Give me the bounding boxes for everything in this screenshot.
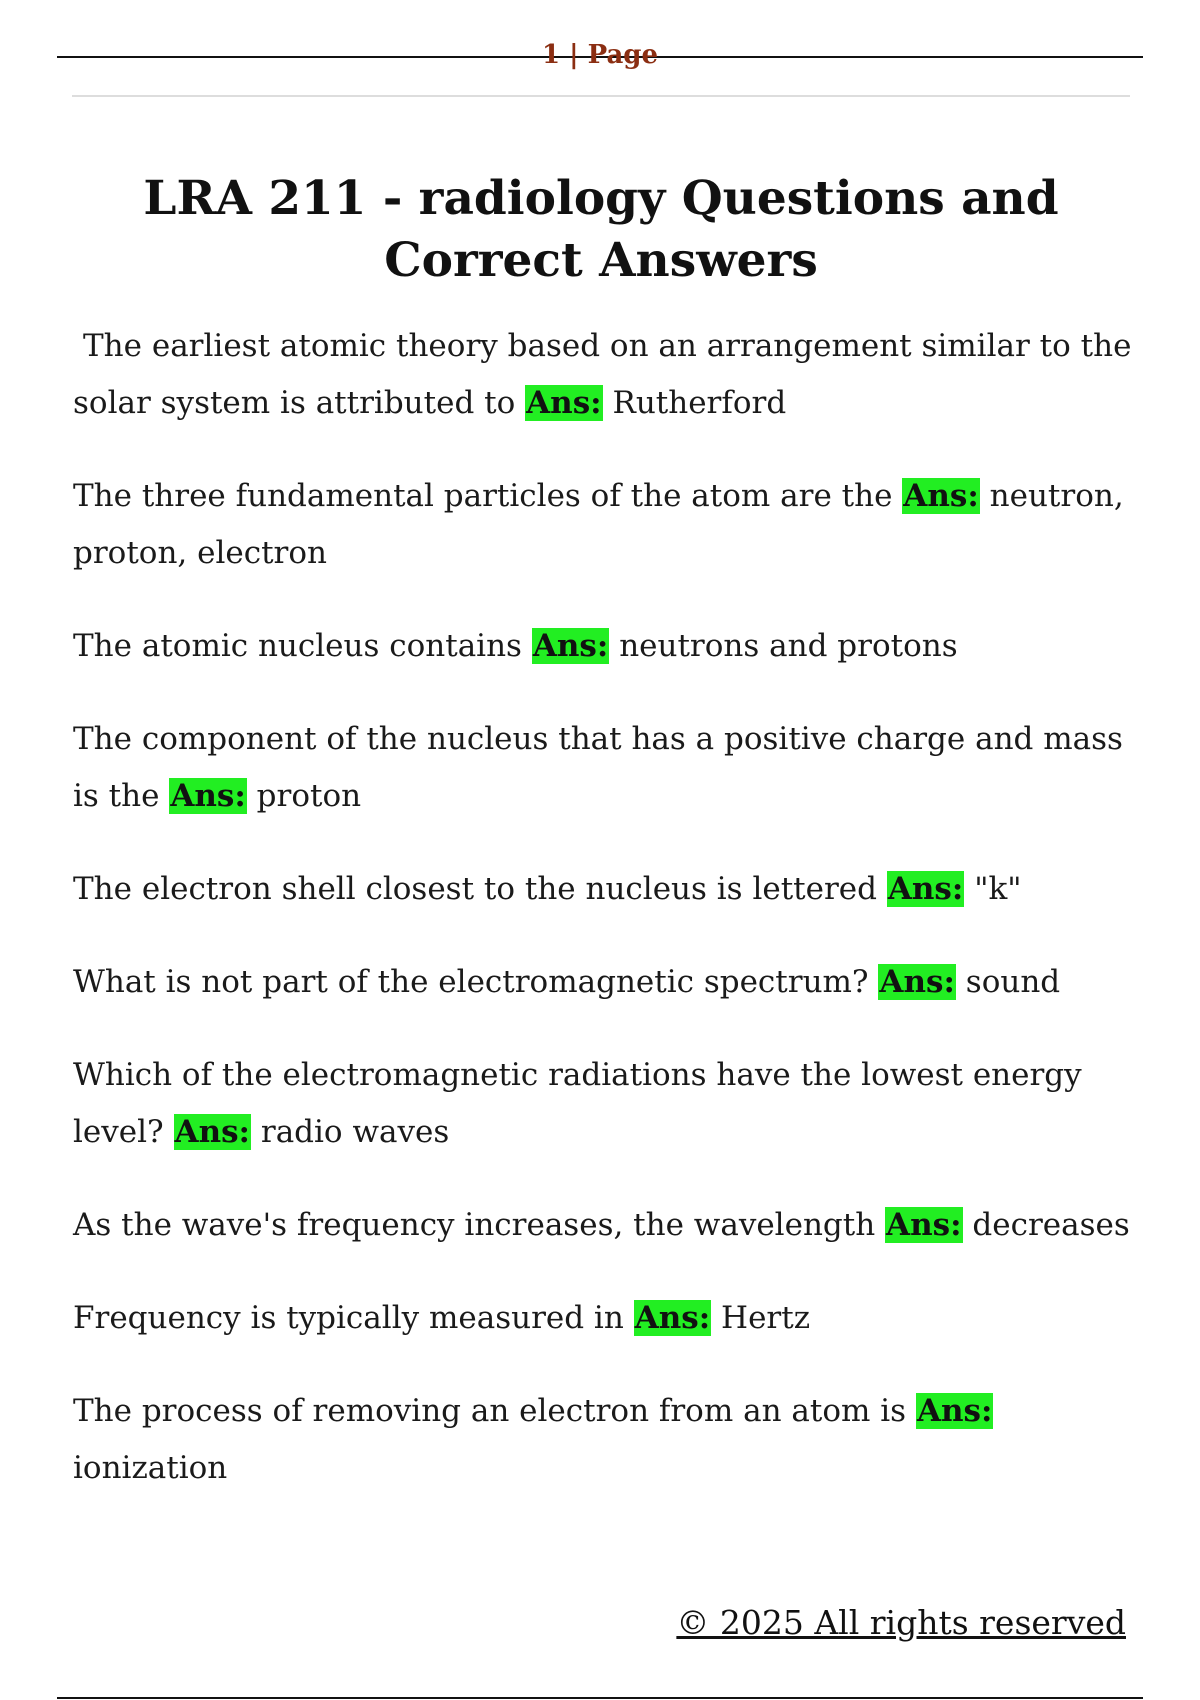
answer-marker: Ans:: [903, 478, 979, 514]
qa-list: [73, 318, 1133, 1533]
answer-marker: Ans:: [634, 1300, 711, 1336]
qa-item: [73, 468, 1133, 582]
qa-item: [73, 861, 1133, 918]
answer-marker: Ans:: [174, 1114, 251, 1150]
answer-marker: Ans:: [879, 964, 955, 1000]
answer-text: radio waves: [260, 1114, 450, 1150]
qa-item: [73, 318, 1133, 432]
answer-text: Hertz: [721, 1300, 811, 1336]
header-divider: [72, 95, 1130, 97]
question-text: Which of the electromagnetic radiations have the lowest energy level?: [73, 1057, 1082, 1150]
question-text: The earliest atomic theory based on an arrangement similar to the solar system is attributed to: [73, 328, 1132, 421]
qa-item: [73, 711, 1133, 825]
copyright-notice: © 2025 All rights reserved: [676, 1603, 1126, 1642]
question-text: The component of the nucleus that has a positive charge and mass is the: [73, 721, 1123, 814]
answer-marker: Ans:: [526, 385, 602, 421]
question-text: The electron shell closest to the nucleus is lettered: [73, 871, 877, 907]
question-text: Frequency is typically measured in: [73, 1300, 624, 1336]
answer-text: neutrons and protons: [619, 628, 958, 664]
answer-text: proton: [256, 778, 362, 814]
qa-item: [73, 1047, 1133, 1161]
answer-text: "k": [974, 871, 1022, 907]
answer-marker: Ans:: [532, 628, 609, 664]
qa-item: [73, 1290, 1133, 1347]
page-header: [57, 28, 1143, 68]
question-text: What is not part of the electromagnetic spectrum?: [73, 964, 869, 1000]
answer-marker: Ans:: [887, 871, 964, 907]
document-title: LRA 211 - radiology Questions and Correct Answers: [143, 171, 1059, 288]
answer-text: ionization: [73, 1450, 228, 1486]
qa-item: [73, 954, 1133, 1011]
page-number: 1 | Page: [541, 40, 659, 70]
answer-text: sound: [965, 964, 1061, 1000]
answer-text: Rutherford: [612, 385, 787, 421]
qa-item: [73, 1383, 1133, 1497]
answer-marker: Ans:: [916, 1393, 993, 1429]
answer-marker: Ans:: [886, 1207, 962, 1243]
question-text: The atomic nucleus contains: [73, 628, 522, 664]
qa-item: [73, 618, 1133, 675]
answer-marker: Ans:: [170, 778, 246, 814]
question-text: The three fundamental particles of the atom are the: [73, 478, 893, 514]
question-text: The process of removing an electron from an atom is: [73, 1393, 907, 1429]
question-text: As the wave's frequency increases, the wavelength: [73, 1207, 876, 1243]
answer-text: decreases: [972, 1207, 1130, 1243]
footer-rule: [57, 1697, 1143, 1699]
qa-item: [73, 1197, 1133, 1254]
answer-text: neutron, proton, electron: [73, 478, 1124, 571]
